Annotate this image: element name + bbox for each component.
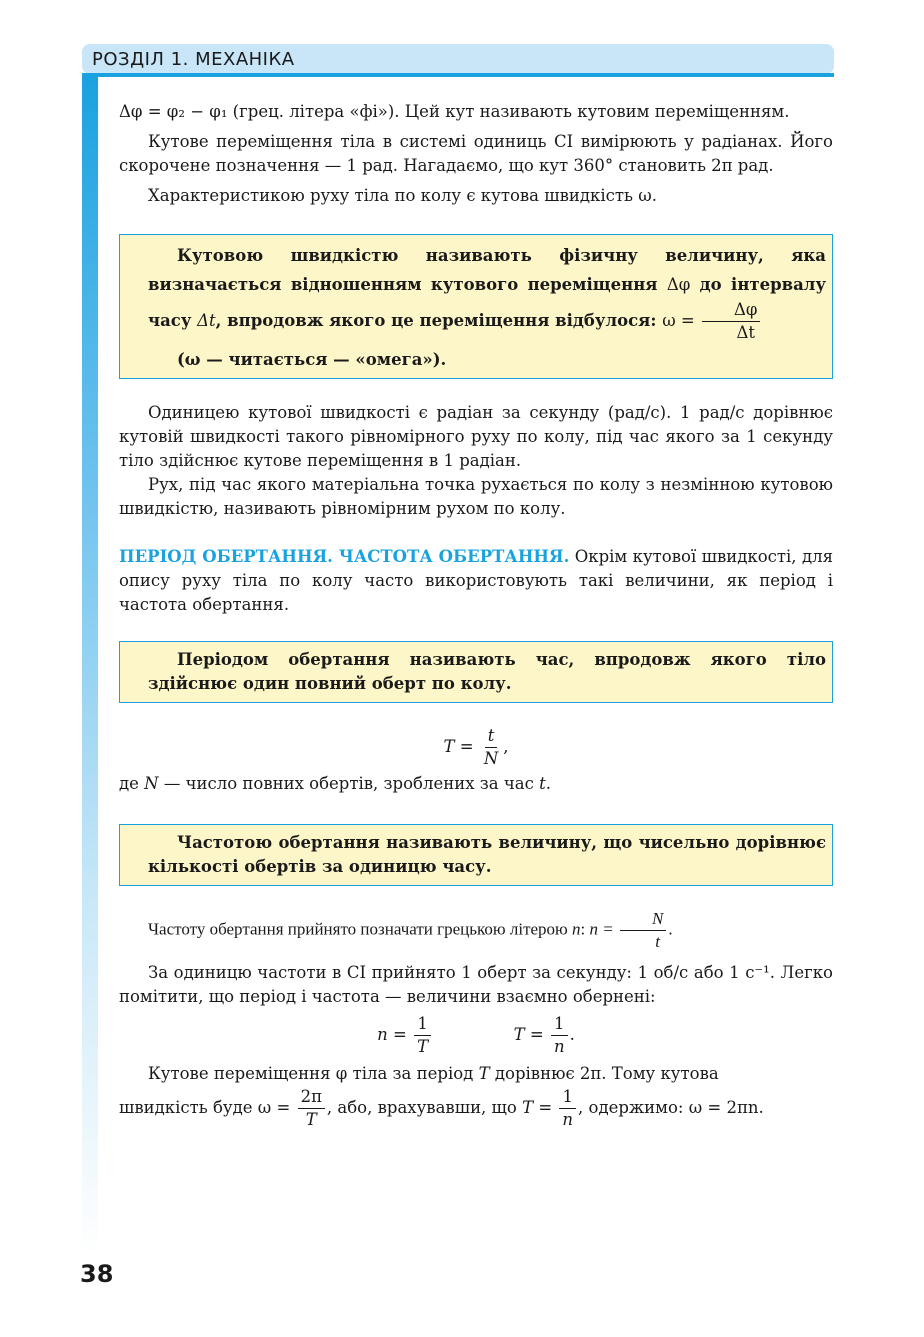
paragraph-7: Частоту обертання прийнято позначати грецькою літерою n: n = $\frac{N}{t}$ . [148, 909, 673, 951]
chapter-title: РОЗДІЛ 1. МЕХАНІКА [92, 49, 295, 70]
section-paragraph: ПЕРІОД ОБЕРТАННЯ. ЧАСТОТА ОБЕРТАННЯ. Окрім кутової швидкості, для опису руху тіла по колу часто використовують такі величини, як період і частота обертання. [119, 547, 833, 614]
definition-box-frequency: Частотою обертання називають величину, що чисельно дорівнює кількості обертів за одиницю часу. [119, 824, 833, 886]
delta-phi-formula: Δφ = φ₂ − φ₁ [119, 102, 228, 121]
formula-pair: n = $\frac{1}{T}$ T = $\frac{1}{n}$ . [377, 1014, 575, 1056]
paragraph-5: Рух, під час якого матеріальна точка рухається по колу з незмінною кутовою швидкістю, називають рівномірним рухом по колу. [119, 475, 833, 518]
paragraph-1: Δφ = φ₂ − φ₁ (грец. літера «фі»). Цей кут називають кутовим переміщенням. [119, 102, 790, 121]
omega-formula: ω = $\frac{\Delta\varphi}{\Delta t}$ [662, 311, 762, 330]
section-heading: ПЕРІОД ОБЕРТАННЯ. ЧАСТОТА ОБЕРТАННЯ. [119, 547, 570, 566]
paragraph-9-line-2: швидкість буде ω = $\frac{2\pi}{T}$ , або, врахувавши, що T = $\frac{1}{n}$ , одержимо: ω = 2πn. [119, 1087, 764, 1129]
omega-fraction: $\frac{\Delta\varphi}{\Delta t}$ [702, 299, 760, 344]
page-content [119, 100, 833, 1131]
paragraph-3: Характеристикою руху тіла по колу є кутова швидкість ω. [148, 186, 657, 205]
omega-result-formula: ω = 2πn [688, 1098, 759, 1117]
omega-note: (ω — читається — «омега»). [177, 350, 447, 369]
paragraph-2: Кутове переміщення тіла в системі одиниць СІ вимірюють у радіанах. Його скорочене позначення — 1 рад. Нагадаємо, що кут 360° становить 2π рад. [119, 132, 833, 175]
paragraph-4: Одиницею кутової швидкості є радіан за секунду (рад/с). 1 рад/с дорівнює кутовій швидкості такого рівномірного руху по колу, під час якого за 1 секунду тіло здійснює кутове переміщення в 1 радіан. [119, 403, 833, 470]
side-color-strip [82, 77, 98, 1257]
paragraph-6: де N — число повних обертів, зроблених за час t. [119, 774, 551, 793]
definition-box-period: Періодом обертання називають час, впродовж якого тіло здійснює один повний оберт по колу. [119, 641, 833, 703]
definition-box-angular-velocity: Кутовою швидкістю називають фізичну величину, яка визначається відношенням кутового переміщення Δφ до інтервалу часу Δt, впродовж якого це переміщення відбулося: ω = $\frac{\Delta\varphi}{\Delta t}$ (ω — читається — «омега»). [119, 234, 833, 379]
paragraph-8: За одиницю частоти в СІ прийнято 1 оберт за секунду: 1 об/с або 1 с⁻¹. Легко помітити, що період і частота — величини взаємно обернені: [119, 963, 833, 1006]
header-rule [82, 73, 834, 77]
page-number: 38 [80, 1260, 114, 1288]
formula-period: T = $\frac{t}{N}$ , [443, 726, 509, 768]
paragraph-9: Кутове переміщення φ тіла за період T дорівнює 2π. Тому кутова [148, 1064, 719, 1083]
